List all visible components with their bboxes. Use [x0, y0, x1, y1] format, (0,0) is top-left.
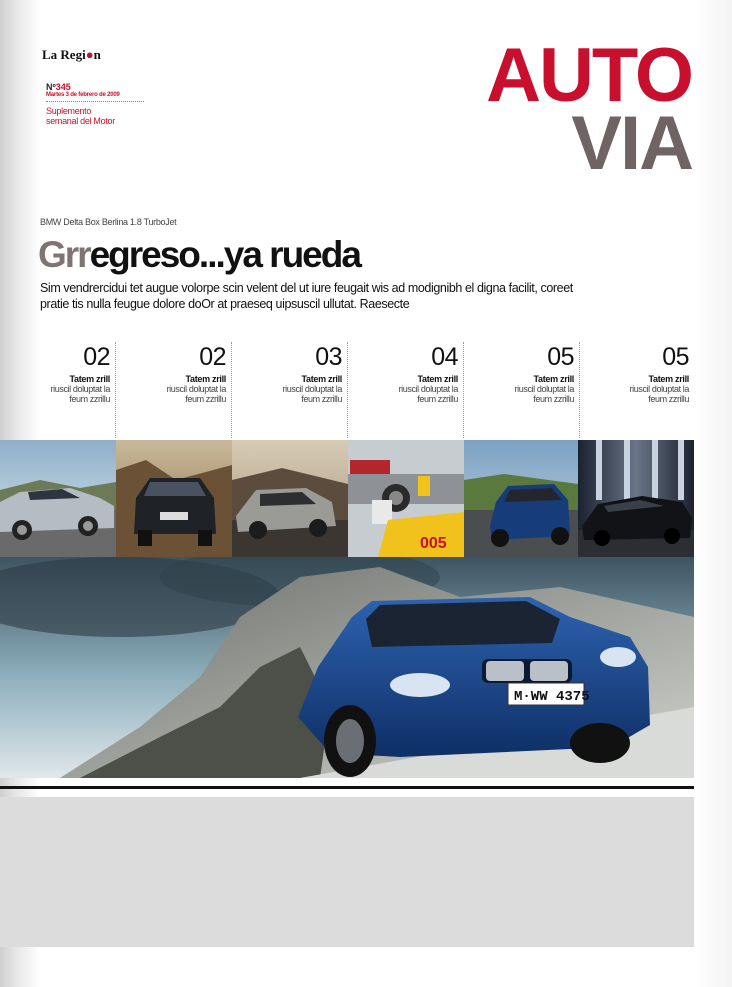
thumbnail-photo-racing-pit[interactable] — [348, 440, 464, 557]
teaser-item[interactable] — [578, 342, 694, 438]
teaser-item[interactable] — [348, 342, 464, 438]
teaser-page-number: 04 — [431, 343, 458, 371]
teaser-body: riuscil doluptat la — [282, 384, 342, 394]
masthead-auto: AUTO — [486, 33, 692, 118]
thumbnail-photo-grey-hatchback[interactable] — [232, 440, 348, 557]
page-right-edge — [694, 0, 732, 987]
thumbnail-photo-blue-wagon[interactable] — [464, 440, 578, 557]
thumbnail-photo-silver-sedan[interactable] — [0, 440, 116, 557]
story-deck: Sim vendrercidui tet augue volorpe scin velent del ut iure feugait wis ad modignibh el digna facilit, coreet pratie tis nulla feugue dolore doOr at praeseq uipsuscil ullutat. Raesecte — [40, 281, 573, 311]
teaser-page-number: 02 — [83, 343, 110, 371]
supplement-line-2: semanal del Motor — [46, 116, 115, 126]
headline-black-part: egreso...ya rueda — [89, 234, 360, 275]
teaser-body: feum zzrillu — [69, 394, 110, 404]
teaser-body: feum zzrillu — [301, 394, 342, 404]
thumbnail-photo-dark-suv[interactable] — [116, 440, 232, 557]
issue-date: Martes 3 de febrero de 2009 — [46, 92, 144, 102]
story-kicker: BMW Delta Box Berlina 1.8 TurboJet — [40, 217, 177, 227]
teaser-title: Tatem zrill — [185, 374, 226, 384]
teaser-page-number: 05 — [662, 343, 689, 371]
headline-grey-part: Grr — [38, 234, 90, 275]
teaser-item[interactable] — [232, 342, 348, 438]
teaser-body: riuscil doluptat la — [514, 384, 574, 394]
hero-photo-blue-bmw — [0, 557, 694, 778]
teaser-page-number: 03 — [315, 343, 342, 371]
teaser-body: riuscil doluptat la — [629, 384, 689, 394]
story-headline — [38, 234, 360, 276]
license-plate-text: M·WW 4375 — [514, 689, 590, 705]
teaser-title: Tatem zrill — [69, 374, 110, 384]
teaser-body: feum zzrillu — [185, 394, 226, 404]
thumbnail-strip — [0, 440, 694, 557]
section-divider — [0, 786, 694, 789]
teaser-body: riuscil doluptat la — [166, 384, 226, 394]
teaser-item[interactable] — [0, 342, 116, 438]
teaser-body: riuscil doluptat la — [398, 384, 458, 394]
supplement-line-1: Suplemento — [46, 106, 92, 116]
teaser-strip — [0, 342, 694, 442]
newspaper-logo: La Regi●n — [42, 47, 101, 62]
issue-number: Nº345 — [46, 82, 71, 92]
teaser-title: Tatem zrill — [417, 374, 458, 384]
teaser-body: feum zzrillu — [417, 394, 458, 404]
teaser-page-number: 02 — [199, 343, 226, 371]
race-car-number: 005 — [420, 535, 447, 552]
teaser-title: Tatem zrill — [533, 374, 574, 384]
advertisement-placeholder — [0, 797, 694, 947]
issue-info — [46, 82, 144, 126]
teaser-item[interactable] — [116, 342, 232, 438]
teaser-title: Tatem zrill — [301, 374, 342, 384]
teaser-body: feum zzrillu — [533, 394, 574, 404]
teaser-page-number: 05 — [547, 343, 574, 371]
masthead-via: VIA — [571, 101, 692, 186]
teaser-item[interactable] — [464, 342, 580, 438]
thumbnail-photo-black-coupe[interactable] — [578, 440, 694, 557]
teaser-title: Tatem zrill — [648, 374, 689, 384]
teaser-body: riuscil doluptat la — [50, 384, 110, 394]
teaser-body: feum zzrillu — [648, 394, 689, 404]
masthead — [486, 33, 692, 186]
